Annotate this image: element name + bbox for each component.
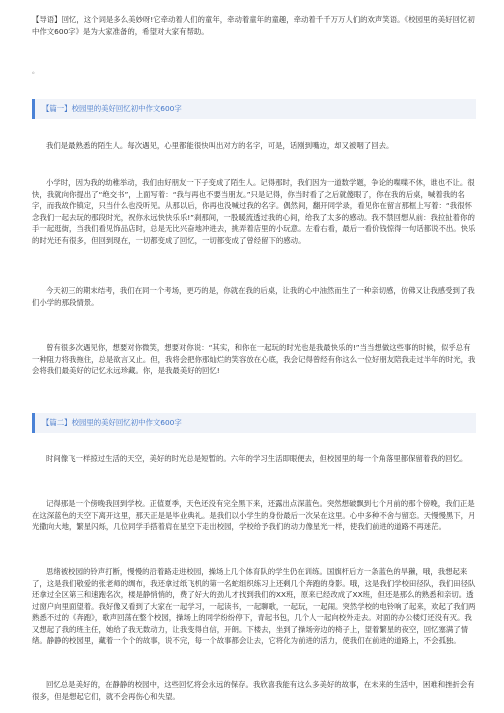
- paragraph: 今天初三的期末结考，我们在同一个考场，更巧的是，你就在我的后桌，让我的心中油然而生了一种亲切感，仿佛又让我感受到了我们小学的那段情景。: [32, 286, 475, 307]
- paragraph: 时间像飞一样掠过生活的天空，美好的时光总是短暂的。六年的学习生活即眼便去，但校园里的每一个角落里都保留着我的回忆。: [46, 454, 468, 463]
- paragraph: 曾有很多次遇见你，想要对你微笑，想要对你说：“其实，和你在一起玩的时光也是我最快乐的!”当当想做这些事的时候，似乎总有一种阻力将我拖住，总是欲言又止。但，我将会把你那灿烂的笑容放在心底，我会记得曾经有你这么一位好朋友陪我走过半年的时光，我会将我们最美好的记忆永远珍藏。你，是我最美好的回忆!: [32, 343, 476, 375]
- paragraph: 小学时，因为我的幼稚举动，我们由好朋友一下子变成了陌生人。记得那时，我们因为一道数学题，争论的喋喋不休，谁也不让。很快，我就向你提出了“绝交书”，上面写着：“我与再也不要当朋友。”只是记得，你当时看了之后就傻眼了，你在我的后桌，喊着我的名字，而我故作镇定，只当什么也没听见。从那以后，你再也没喊过我的名字。偶然间，翻开同学录，看见你在留言那框上写着：“我很怀念我们一起去玩的那段时光，祝你永远快快乐乐!”刹那间，一股暖流透过我的心间，给我了太多的感动。我不禁回想从前：我拉扯着你的手一起逛街，当我们看见饰品店时，总是无比兴奋地冲进去，挑弄着店里的小玩意。左看右看，最后一看价钱惊得一句话都说不出。快乐的时光还有很多，但回到现在，一切都变成了回忆，一切都变成了曾经留下的感动。: [32, 178, 476, 245]
- paragraph: 思绪被校园的铃声打断，慢慢的沿着路走进校园，操场上几个体育队的学生仍在训练。国旗杆后方一条蓝色的旱獭，哦，我想起来了，这是我们敬爱的张老师的绸布，我还拿过纸飞机的第一名蛇组织练习上还剩几个奔跑的身影。哦，这是我们学校田径队，我们田径队还拿过全区第三和速跑名次，楼是静悄悄的，费了好大的劲儿才找到我们的XX班，原来已经改成了XX班，但还是那么的熟悉和亲切。透过窗户向里面望着。我好像又看到了大家在一起学习，一起读书，一起聊歌，一起玩，一起闹。突然学校的电铃响了起来，欢起了我们两熟悉不过的《奔跑》，歌声回荡在整个校园，操场上的同学纷纷停下，青起书包，几个人一起向校外走去。对面的办公楼灯还没有灭。我又想起了我的班主任，她给了我无数动力，让我变得自信，开朗。下楼去，坐到了操场旁边的椅子上，望着繁星的夜空，回忆塞满了情绪。静静的校园里，藏着一个个的故事，说不完，每一个故事都会让去，它将化为前进的活力，使我们在前进的道路上，不会孤独。: [32, 567, 476, 645]
- paragraph: 记得那是一个傍晚我回到学校。正值夏季，天色还没有完全黑下来，还露出点深蓝色。突然想破飘到七个月前的那个傍晚，我们正是在这深蓝色的天空下离开这里，那天正是是毕业典礼。是我们以小学生的身份最后一次呆在这里。心中多种不舍与留恋。天慢慢黑下，月光撒向大地，繁星闪烁，几位同学手搭着肩在星空下走出校园，学校给予我们的动力像星光一样，使我们前进的道路不再迷茫。: [32, 499, 476, 531]
- paragraph: 回忆总是美好的，在静静的校园中，这些回忆将会永远的保存。我欣喜我能有这么多美好的故事，在未来的生活中，困难和挫折会有很多，但是想起它们，就不会再伤心和失望。: [32, 680, 475, 701]
- stray-dot: 。: [32, 67, 39, 75]
- paragraph: 我们是最熟悉的陌生人。每次遇见，心里都能很快叫出对方的名字，可是，话刚到嘴边，却又被咽了回去。: [46, 141, 394, 150]
- section-header-2: [32, 413, 476, 433]
- section-header-1: [32, 99, 476, 119]
- section-title-2: 【篇二】校园里的美好回忆初中作文600字: [42, 418, 182, 427]
- section-title-1: 【篇一】校园里的美好回忆初中作文600字: [42, 104, 182, 113]
- intro-paragraph: 【导语】回忆，这个词是多么美妙呀!它牵动着人们的童年，牵动着童年的童趣，牵动着千千万万人们的欢声笑语。《校园里的美好回忆初中作文600字》是为大家准备的，希望对大家有帮助。: [32, 15, 475, 36]
